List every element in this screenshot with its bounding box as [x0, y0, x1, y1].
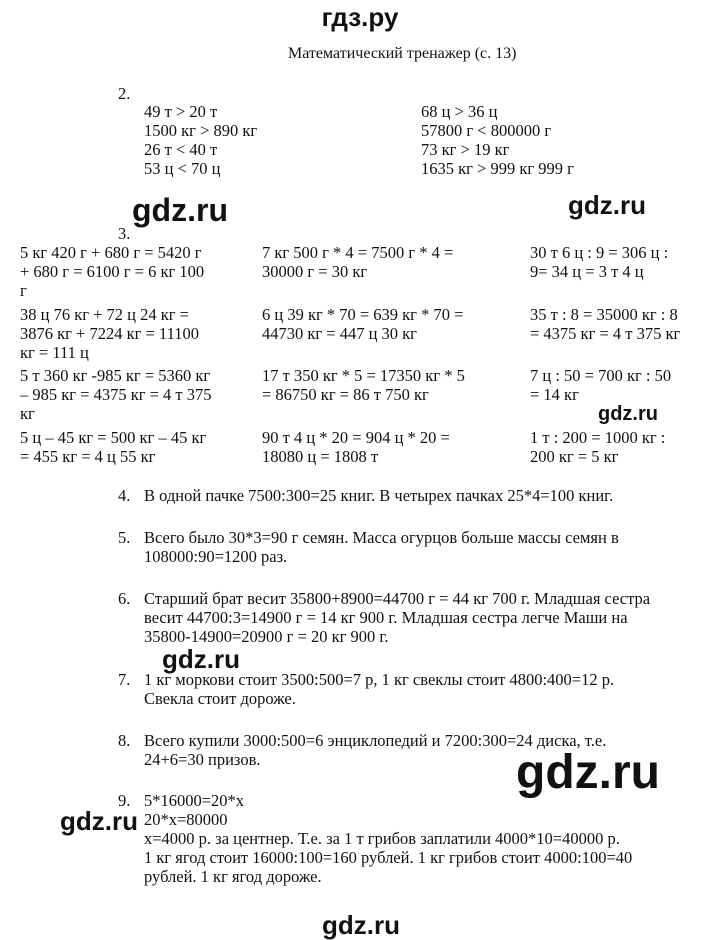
task-7: 7. 1 кг моркови стоит 3500:500=7 р, 1 кг свеклы стоит 4800:400=12 р. Свекла стоит дороже. — [118, 670, 615, 708]
watermark: gdz.ru — [60, 806, 138, 836]
comparison-line: 1500 кг > 890 кг — [144, 121, 258, 140]
site-header-logo: гдз.ру — [321, 2, 399, 32]
task-5: 5. Всего было 30*3=90 г семян. Масса огурцов больше массы семян в 108000:90=1200 раз. — [118, 528, 619, 566]
comparison-line: 26 т < 40 т — [144, 140, 218, 159]
page-subtitle: Математический тренажер (с. 13) — [288, 45, 517, 62]
task-9: 9. 5*16000=20*х 20*х=80000 х=4000 р. за центнер. Т.е. за 1 т грибов заплатили 4000*10=40000 р. 1 кг ягод стоит 16000:100=160 рублей. 1 кг грибов стоит 4000:100=40 рублей. 1 кг ягод дороже. — [118, 791, 633, 886]
task-3-cell: 1 т : 200 = 1000 кг : 200 кг = 5 кг — [530, 428, 666, 466]
task-2-left-column — [144, 102, 257, 178]
task-4: 4. В одной пачке 7500:300=25 книг. В четырех пачках 25*4=100 книг. — [118, 486, 614, 505]
watermark: gdz.ru — [598, 403, 658, 425]
task-3-cell: 35 т : 8 = 35000 кг : 8 = 4375 кг = 4 т 375 кг — [530, 305, 681, 343]
task-3-number: 3. — [118, 224, 131, 243]
watermark: gdz.ru — [162, 644, 240, 674]
comparison-line: 57800 г < 800000 г — [421, 121, 552, 140]
task-3-cell: 7 кг 500 г * 4 = 7500 г * 4 = 30000 г = 30 кг — [262, 243, 454, 281]
task-3-cell: 90 т 4 ц * 20 = 904 ц * 20 = 18080 ц = 1808 т — [262, 428, 450, 466]
comparison-line: 68 ц > 36 ц — [421, 102, 498, 121]
watermark: gdz.ru — [568, 190, 646, 220]
comparison-line: 53 ц < 70 ц — [144, 159, 221, 178]
comparison-line: 49 т > 20 т — [144, 102, 218, 121]
comparison-line: 73 кг > 19 кг — [421, 140, 510, 159]
task-6: 6. Старший брат весит 35800+8900=44700 г = 44 кг 700 г. Младшая сестра весит 44700:3=14900 г = 14 кг 900 г. Младшая сестра легче Маши на 35800-14900=20900 г = 20 кг 900 г. — [118, 589, 651, 646]
comparison-line: 1635 кг > 999 кг 999 г — [421, 159, 574, 178]
watermark: gdz.ru — [132, 192, 228, 228]
task-3-cell: 5 т 360 кг -985 кг = 5360 кг – 985 кг = 4375 кг = 4 т 375 кг — [20, 366, 212, 423]
watermark: gdz.ru — [322, 910, 400, 940]
watermark: gdz.ru — [516, 746, 660, 799]
task-3-cell: 38 ц 76 кг + 72 ц 24 кг = 3876 кг + 7224 кг = 11100 кг = 111 ц — [20, 305, 199, 362]
task-3-cell: 30 т 6 ц : 9 = 306 ц : 9= 34 ц = 3 т 4 ц — [530, 243, 669, 281]
task-3-cell: 7 ц : 50 = 700 кг : 50 = 14 кг — [530, 366, 672, 404]
task-2-number: 2. — [118, 84, 131, 103]
task-3-cell: 5 кг 420 г + 680 г = 5420 г + 680 г = 6100 г = 6 кг 100 г — [20, 243, 205, 300]
task-3-cell: 6 ц 39 кг * 70 = 639 кг * 70 = 44730 кг = 447 ц 30 кг — [262, 305, 464, 343]
task-2-right-column — [421, 102, 574, 178]
task-3-cell: 5 ц – 45 кг = 500 кг – 45 кг = 455 кг = 4 ц 55 кг — [20, 428, 207, 466]
task-8: 8. Всего купили 3000:500=6 энциклопедий и 7200:300=24 диска, т.е. 24+6=30 призов. — [118, 731, 607, 769]
task-3-cell: 17 т 350 кг * 5 = 17350 кг * 5 = 86750 кг = 86 т 750 кг — [262, 366, 465, 404]
